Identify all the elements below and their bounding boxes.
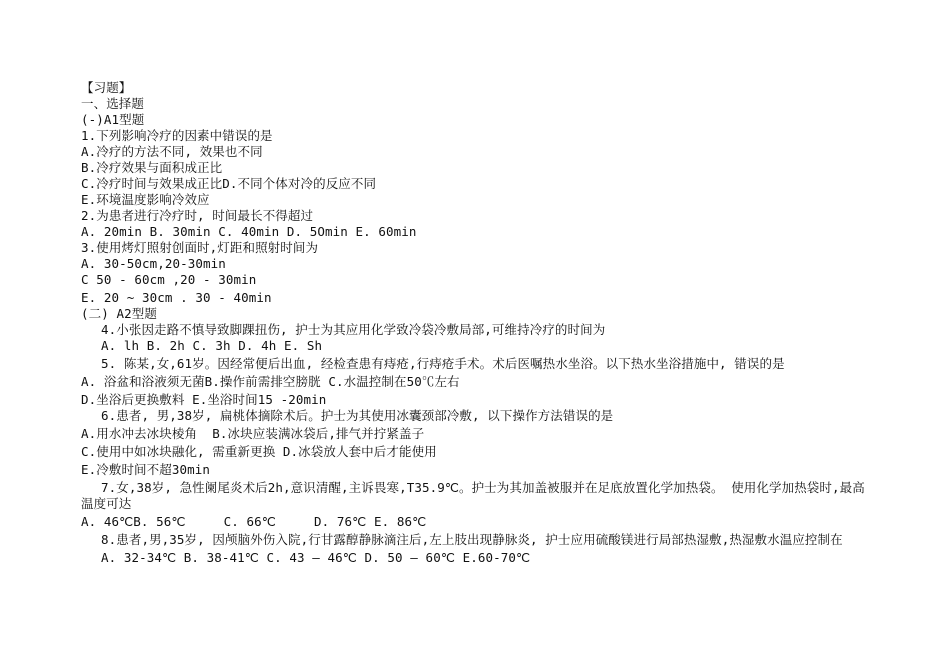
- question-6-option-e: E.冷敷时间不超30min: [81, 462, 210, 477]
- question-3-option-c: C 50 - 60cm ,20 - 30min: [81, 272, 257, 287]
- question-4: 4.小张因走路不慎导致脚踝扭伤, 护士为其应用化学致冷袋冷敷局部,可维持冷疗的时间为: [101, 322, 606, 337]
- question-6-options-cd: C.使用中如冰块融化, 需重新更换 D.冰袋放人套中后才能使用: [81, 444, 437, 459]
- question-6: 6.患者, 男,38岁, 扁桃体摘除术后。护士为其使用冰囊颈部冷敷, 以下操作方法错误的是: [101, 408, 614, 423]
- question-8-options: A. 32-34℃ B. 38-41℃ C. 43 – 46℃ D. 50 – 60℃ E.60-70℃: [101, 550, 531, 565]
- question-1-option-e: E.环境温度影响冷效应: [81, 192, 210, 207]
- question-5-options-abc: A. 浴盆和浴液须无菌B.操作前需排空膀胱 C.水温控制在50℃左右: [81, 374, 460, 389]
- question-7: 7.女,38岁, 急性阑尾炎术后2h,意识清醒,主诉畏寒,T35.9℃。护士为其加盖被服并在足底放置化学加热袋。 使用化学加热袋时,最高温度可达: [81, 480, 865, 511]
- question-3-option-a: A. 30-50cm,20-30min: [81, 256, 226, 271]
- question-5: 5. 陈某,女,61岁。因经常便后出血, 经检查患有痔疮,行痔疮手术。术后医嘱热水坐浴。以下热水坐浴措施中, 错误的是: [101, 356, 785, 371]
- question-8: 8.患者,男,35岁, 因颅脑外伤入院,行甘露醇静脉滴注后,左上肢出现静脉炎, 护士应用硫酸镁进行局部热湿敷,热湿敷水温应控制在: [101, 532, 843, 547]
- question-1-option-cd: C.冷疗时间与效果成正比D.不同个体对冷的反应不同: [81, 176, 377, 191]
- question-6-options-ab: A.用水冲去冰块棱角 B.冰块应装满冰袋后,排气并拧紧盖子: [81, 426, 425, 441]
- question-2-options: A. 20min B. 30min C. 40min D. 5Omin E. 60min: [81, 224, 417, 239]
- question-3-option-e: E. 20 ~ 30cm . 30 - 40min: [81, 290, 272, 305]
- question-1-option-a: A.冷疗的方法不同, 效果也不同: [81, 144, 263, 159]
- subsection-a1: (-)A1型题: [81, 112, 145, 127]
- question-1: 1.下列影响冷疗的因素中错误的是: [81, 128, 273, 143]
- subsection-a2: (二) A2型题: [81, 306, 157, 321]
- question-3: 3.使用烤灯照射创面时,灯距和照射时间为: [81, 240, 319, 255]
- question-7-options: A. 46℃B. 56℃ C. 66℃ D. 76℃ E. 86℃: [81, 514, 427, 529]
- question-5-options-de: D.坐浴后更换敷料 E.坐浴时间15 -20min: [81, 392, 327, 407]
- section-heading-exercises: 【习题】: [81, 80, 132, 95]
- question-1-option-b: B.冷疗效果与面积成正比: [81, 160, 223, 175]
- section-heading-choice: 一、选择题: [81, 96, 145, 111]
- question-4-options: A. lh B. 2h C. 3h D. 4h E. Sh: [101, 338, 323, 353]
- document-page: [81, 80, 871, 566]
- question-2: 2.为患者进行冷疗时, 时间最长不得超过: [81, 208, 314, 223]
